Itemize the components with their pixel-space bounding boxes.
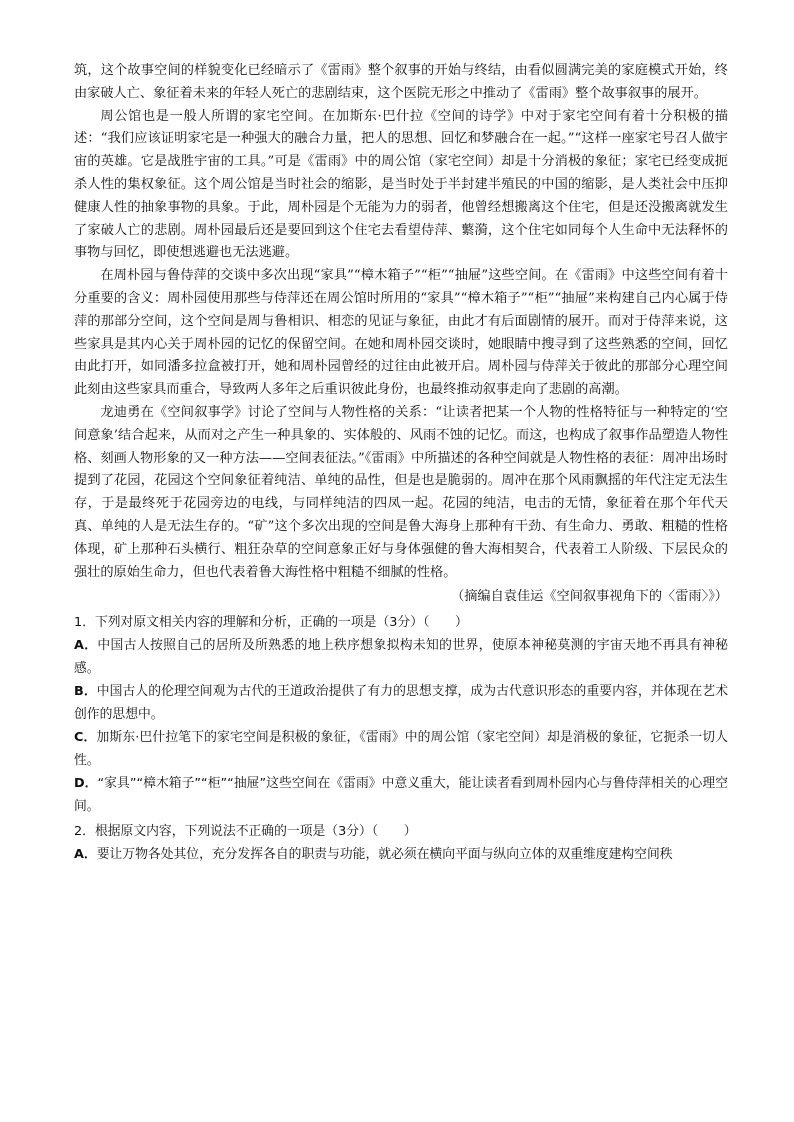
option-text: 中国古人按照自己的居所及所熟悉的地上秩序想象拟构未知的世界，使原本神秘莫测的宇宙天地不再具有神秘感。 — [74, 638, 729, 677]
question-1 — [74, 611, 728, 818]
option-text: 要让万物各处其位，充分发挥各自的职责与功能，就必须在横向平面与纵向立体的双重维度建构空间秩 — [96, 847, 673, 863]
option-letter: A． — [74, 638, 98, 654]
question-2-stem: 2．根据原文内容，下列说法不正确的一项是（3分）（ ） — [74, 824, 417, 840]
question-2 — [74, 820, 728, 866]
passage-paragraph-1: 筑，这个故事空间的样貌变化已经暗示了《雷雨》整个叙事的开始与终结，由看似圆满完美的家庭模式开始，终由家破人亡、象征着未来的年轻人死亡的悲剧结束，这个医院无形之中推动了《雷雨》整个故事叙事的展开。 — [74, 63, 728, 101]
option-text: 中国古人的伦理空间观为古代的王道政治提供了有力的思想支撑，成为古代意识形态的重要内容，并体现在艺术创作的思想中。 — [74, 684, 728, 723]
option-letter: A． — [74, 847, 97, 863]
question-1-option-d[interactable] — [74, 772, 728, 818]
passage-paragraph-3: 在周朴园与鲁侍萍的交谈中多次出现“家具”“樟木箱子”“柜”“抽屉”这些空间。在《雷雨》中这些空间有着十分重要的含义：周朴园使用那些与侍萍还在周公馆时所用的“家具”“樟木箱子”“柜”“抽屉”来构建自己内心属于侍萍的那部分空间，这个空间是周与鲁相识、相恋的见证与象征，由此才有后面剧情的展开。而对于侍萍来说，这些家具是其内心关于周朴园的记忆的保留空间。在她和周朴园交谈时，她眼睛中搜寻到了这些熟悉的空间，回忆由此打开，如同潘多拉盒被打开，她和周朴园曾经的过往由此被开启。周朴园与侍萍关于彼此的那部分心理空间此刻由这些家具而重合，导致两人多年之后重识彼此身份，也最终推动叙事走向了悲剧的高潮。 — [74, 268, 728, 398]
question-2-option-a[interactable] — [74, 843, 728, 866]
option-letter: D． — [74, 776, 98, 792]
option-letter: C． — [74, 730, 97, 746]
passage-source: （摘编自袁佳运《空间叙事视角下的〈雷雨〉》） — [451, 589, 728, 605]
document-page — [74, 60, 728, 866]
question-1-option-c[interactable] — [74, 726, 728, 772]
passage-paragraph-4: 龙迪勇在《空间叙事学》讨论了空间与人物性格的关系：“让读者把某一个人物的性格特征与一种特定的‘空间意象’结合起来，从而对之产生一种具象的、实体般的、风雨不蚀的记忆。而这，也构成了叙事作品塑造人物性格、刻画人物形象的又一种方法——空间表征法。”《雷雨》中所描述的各种空间就是人物性格的表征：周冲出场时提到了花园，花园这个空间象征着纯洁、单纯的品性，但是也是脆弱的。周冲在那个风雨飘摇的年代注定无法生存，于是最终死于花园旁边的电线，与同样纯洁的四凤一起。花园的纯洁，电击的无情，象征着在那个年代天真、单纯的人是无法生存的。“矿”这个多次出现的空间是鲁大海身上那种有干劲、有生命力、勇敢、粗糙的性格体现，矿上那种石头横行、粗狂杂草的空间意象正好与身体强健的鲁大海相契合，代表着工人阶级、下层民众的强壮的原始生命力，但也代表着鲁大海性格中粗糙不细腻的性格。 — [74, 404, 728, 580]
option-text: “家具”“樟木箱子”“柜”“抽屉”这些空间在《雷雨》中意义重大，能让读者看到周朴园内心与鲁侍萍相关的心理空间。 — [74, 776, 729, 815]
option-letter: B． — [74, 684, 97, 700]
passage-paragraph-2: 周公馆也是一般人所谓的家宅空间。在加斯东·巴什拉《空间的诗学》中对于家宅空间有着十分积极的描述：“我们应该证明家宅是一种强大的融合力量，把人的思想、回忆和梦融合在一起。”“这样一座家宅号召人做宇宙的英雄。它是战胜宇宙的工具。”可是《雷雨》中的周公馆（家宅空间）却是十分消极的象征；家宅已经变成扼杀人性的集权象征。这个周公馆是当时社会的缩影，是当时处于半封建半殖民的中国的缩影，是人类社会中压抑健康人性的抽象事物的具象。于此，周朴园是个无能为力的弱者，他曾经想搬离这个住宅，但是还没搬离就发生了家破人亡的悲剧。周朴园最后还是要回到这个住宅去看望侍萍、蘩漪，这个住宅如同每个人生命中无法释怀的事物与回忆，即使想逃避也无法逃避。 — [74, 108, 728, 261]
question-1-option-b[interactable] — [74, 680, 728, 726]
option-text: 加斯东·巴什拉笔下的家宅空间是积极的象征，《雷雨》中的周公馆（家宅空间）却是消极的象征，它扼杀一切人性。 — [74, 730, 728, 769]
question-1-option-a[interactable] — [74, 634, 728, 680]
question-1-stem: 1．下列对原文相关内容的理解和分析，正确的一项是（3分）（ ） — [74, 615, 468, 631]
